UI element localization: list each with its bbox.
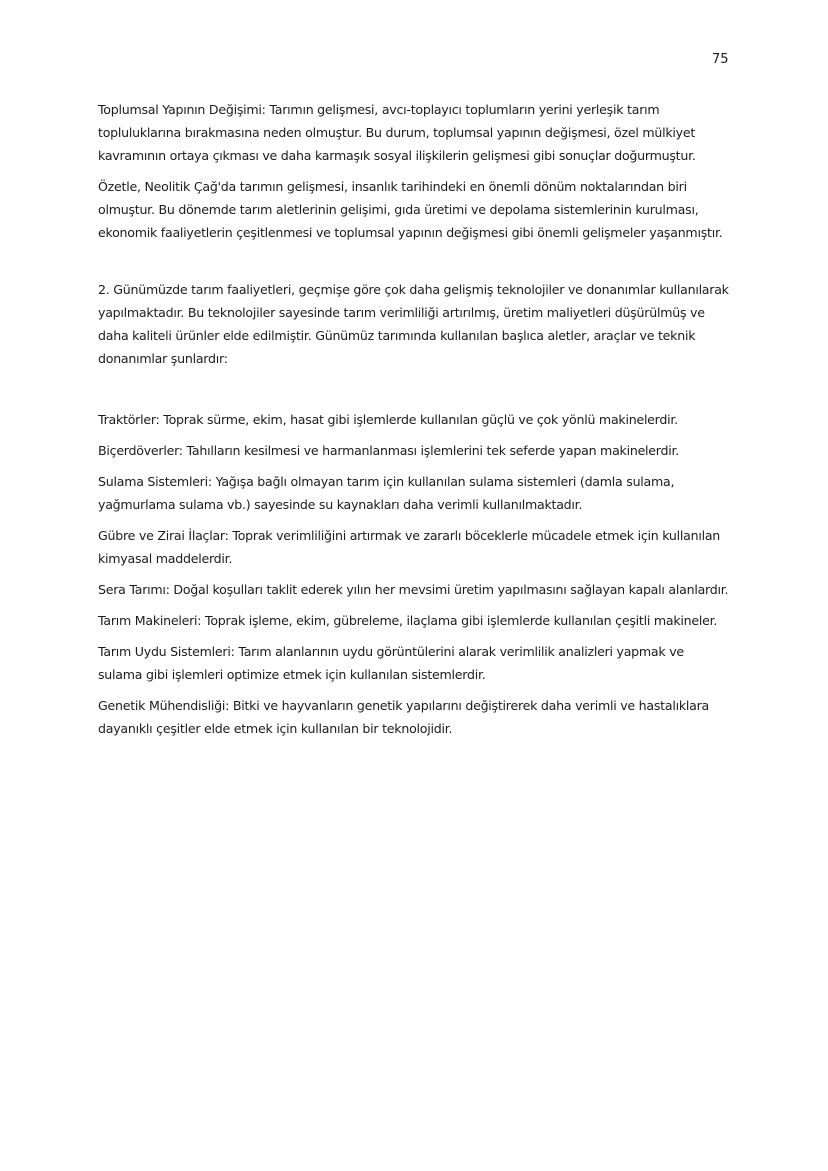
paragraph-question-2: 2. Günümüzde tarım faaliyetleri, geçmişe göre çok daha gelişmiş teknolojiler ve donanımlar kullanılarak yapılmaktadır. Bu teknolojiler sayesinde tarım verimliliği artırılmış, üretim maliyetleri düşürülmüş ve daha kaliteli ürünler elde edilmiştir. Günümüz tarımında kullanılan başlıca aletler, araçlar ve teknik donanımlar şunlardır: xyxy=(98,282,729,366)
equipment-list xyxy=(98,408,730,740)
list-item: Tarım Makineleri: Toprak işleme, ekim, gübreleme, ilaçlama gibi işlemlerde kullanılan çeşitli makineler. xyxy=(98,613,718,628)
list-item: Genetik Mühendisliği: Bitki ve hayvanların genetik yapılarını değiştirerek daha verimli ve hastalıklara dayanıklı çeşitler elde etmek için kullanılan bir teknolojidir. xyxy=(98,698,709,736)
paragraph-social-structure: Toplumsal Yapının Değişimi: Tarımın gelişmesi, avcı-toplayıcı toplumların yerini yerleşik tarım topluluklarına bırakmasına neden olmuştur. Bu durum, toplumsal yapının değişmesi, özel mülkiyet kavramının ortaya çıkması ve daha karmaşık sosyal ilişkilerin gelişmesi gibi sonuçlar doğurmuştur. xyxy=(98,102,696,163)
page-number: 75 xyxy=(712,52,729,67)
list-item: Tarım Uydu Sistemleri: Tarım alanlarının uydu görüntülerini alarak verimlilik analizleri yapmak ve sulama gibi işlemleri optimize etmek için kullanılan sistemlerdir. xyxy=(98,644,684,682)
page-content xyxy=(98,98,730,748)
paragraph-summary: Özetle, Neolitik Çağ'da tarımın gelişmesi, insanlık tarihindeki en önemli dönüm noktalarından biri olmuştur. Bu dönemde tarım aletlerinin gelişimi, gıda üretimi ve depolama sistemlerinin kurulması, ekonomik faaliyetlerin çeşitlenmesi ve toplumsal yapının değişmesi gibi önemli gelişmeler yaşanmıştır. xyxy=(98,179,723,240)
list-item: Gübre ve Zirai İlaçlar: Toprak verimliliğini artırmak ve zararlı böceklerle mücadele etmek için kullanılan kimyasal maddelerdir. xyxy=(98,528,721,566)
list-item: Traktörler: Toprak sürme, ekim, hasat gibi işlemlerde kullanılan güçlü ve çok yönlü makinelerdir. xyxy=(98,412,678,427)
list-item: Sulama Sistemleri: Yağışa bağlı olmayan tarım için kullanılan sulama sistemleri (damla sulama, yağmurlama sulama vb.) sayesinde su kaynakları daha verimli kullanılmaktadır. xyxy=(98,474,675,512)
list-item: Sera Tarımı: Doğal koşulları taklit ederek yılın her mevsimi üretim yapılmasını sağlayan kapalı alanlardır. xyxy=(98,582,729,597)
list-item: Biçerdöverler: Tahılların kesilmesi ve harmanlanması işlemlerini tek seferde yapan makinelerdir. xyxy=(98,443,680,458)
